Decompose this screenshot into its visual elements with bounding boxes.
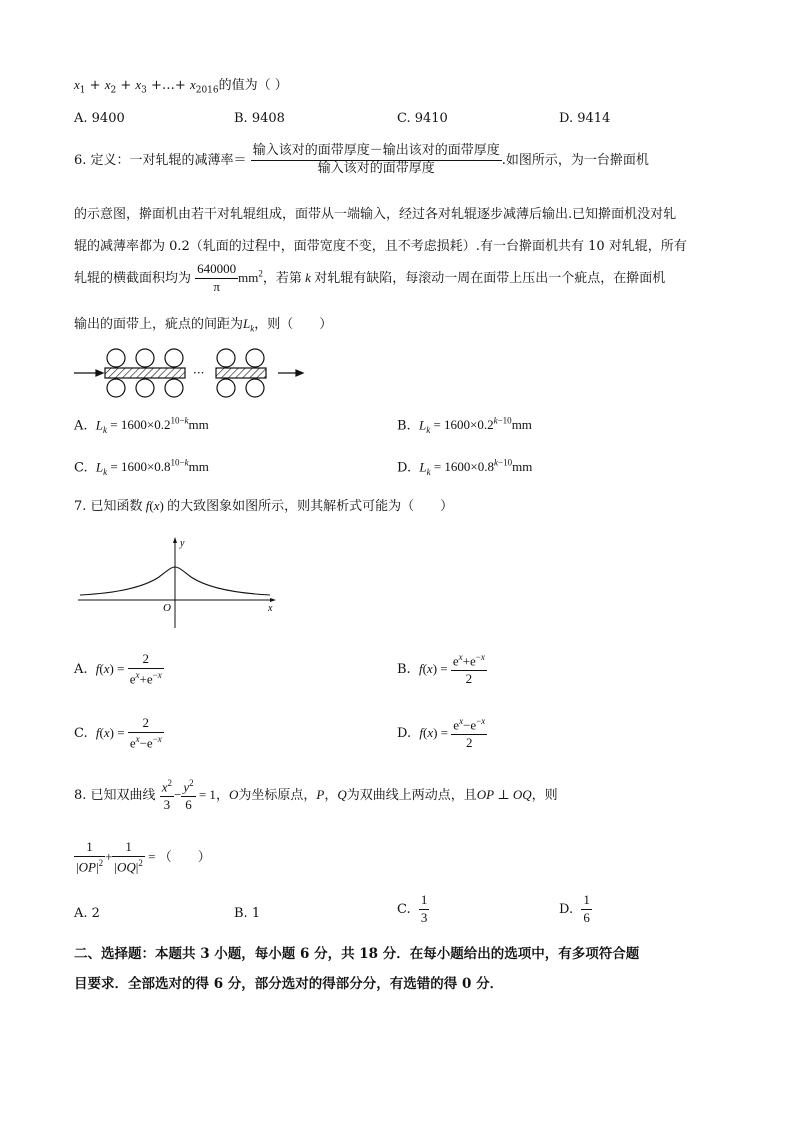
dough-sheet-2	[216, 368, 266, 378]
q6-thinning-fraction	[251, 144, 502, 177]
q6-lead: 6. 定义：一对轧辊的减薄率	[74, 152, 234, 168]
q7-option-c[interactable]: C. f(x) = $\frac{2}{e^x-e^{-x}}$	[74, 715, 162, 751]
q5-tail: 的值为（ ）	[218, 78, 288, 93]
q8-expression: $\frac{1}{|OP|^2}$ + $\frac{1}{|OQ|^2}$ = （ ）	[76, 839, 211, 875]
q8-option-c[interactable]: C. $\frac{1}{3}$	[397, 892, 428, 925]
q6-line5-b: ，则（ ）	[254, 317, 333, 332]
roller-top-3	[165, 349, 183, 367]
q6-option-a[interactable]: A. $L_k = 1600\times 0.2^{10-k}mm$	[74, 416, 209, 435]
rollers-diagram	[70, 345, 310, 401]
roller-bottom-3	[165, 379, 183, 397]
q6-line4-a: 轧辊的横截面积均为	[74, 270, 192, 286]
q6-option-b-label: B.	[397, 418, 411, 434]
q8-t1: 为坐标原点，	[238, 788, 317, 804]
q6-after: .如图所示，为一台擀面机	[501, 152, 649, 168]
q6-line4-c: 对轧辊有缺陷，每滚动一周在面带上压出一个疵点，在擀面机	[314, 270, 666, 286]
q5-option-b[interactable]: B. 9408	[234, 111, 285, 126]
q6-option-a-label: A.	[74, 418, 88, 434]
q6-line4-b: ，若第	[262, 270, 302, 286]
roller-top-1	[107, 349, 125, 367]
q6-option-d[interactable]: D. $L_k = 1600\times 0.8^{k-10}mm$	[397, 458, 533, 477]
y-axis-label: y	[180, 538, 185, 549]
roller-bottom-4	[217, 379, 235, 397]
q8-option-d-label: D.	[559, 901, 574, 917]
q7-graph	[74, 532, 284, 632]
q8-option-d[interactable]: D. $\frac{1}{6}$	[559, 892, 590, 925]
q8-option-b[interactable]: B. 1	[234, 906, 261, 921]
section2-heading-line2: 目要求．全部选对的得 6 分，部分选对的得部分分，有选错的得 0 分．	[74, 976, 504, 992]
output-arrowhead	[296, 370, 303, 376]
roller-top-4	[217, 349, 235, 367]
q6-option-b[interactable]: B. $L_k = 1600\times 0.2^{k-10}mm$	[397, 416, 532, 435]
q7-tail: 的大致图象如图所示，则其解析式可能为（ ）	[167, 499, 454, 514]
q8-t3: ，则	[531, 788, 558, 804]
roller-bottom-1	[107, 379, 125, 397]
dough-sheet-1	[105, 368, 185, 378]
q6-option-d-label: D.	[397, 460, 412, 476]
q6-line5: 输出的面带上，疵点的间距为$L_k$，则（ ）	[74, 316, 333, 334]
q6-line5-a: 输出的面带上，疵点的间距为	[74, 317, 244, 332]
q8-option-c-label: C.	[397, 901, 411, 917]
q5-expression: $x_1 + x_2 + x_3$ +…+ $x_{2016}$的值为（ ）	[74, 77, 288, 96]
q6-line4: 轧辊的横截面积均为 $\frac{640000}{\pi}$ $mm^2$，若第 k 对轧辊有缺陷，每滚动一周在面带上压出一个疵点，在擀面机	[74, 261, 666, 294]
roller-top-5	[246, 349, 264, 367]
y-axis-arrow	[173, 537, 177, 543]
q5-option-d[interactable]: D. 9414	[559, 111, 611, 126]
roller-top-2	[136, 349, 154, 367]
q6-fraction-numerator: 输入该对的面带厚度－输出该对的面带厚度	[251, 144, 502, 161]
q8-option-a[interactable]: A. 2	[74, 906, 100, 921]
q7-option-a[interactable]: A. f(x) = $\frac{2}{e^x+e^{-x}}$	[74, 651, 162, 687]
input-arrowhead	[96, 370, 103, 376]
q8-mid: ，	[215, 788, 229, 804]
section2-heading-line1: 二、选择题：本题共 3 小题，每小题 6 分，共 18 分．在每小题给出的选项中，有多项符合题	[74, 946, 640, 962]
q8-tail: （ ）	[158, 850, 211, 866]
q6-area-den: π	[213, 278, 220, 294]
q8-stem: 8. 已知双曲线 $\frac{x^2}{3}$ − $\frac{y^2}{6}$ = 1，O为坐标原点，P，Q为双曲线上两动点，且OP ⊥ OQ，则	[74, 778, 558, 813]
q6-line3: 辊的减薄率都为 0.2（轧面的过程中，面带宽度不变，且不考虑损耗）.有一台擀面机共有 10 对轧辊，所有	[74, 239, 687, 254]
q6-option-c[interactable]: C. $L_k = 1600\times 0.8^{10-k}mm$	[74, 458, 209, 477]
q5-option-c[interactable]: C. 9410	[397, 111, 448, 126]
origin-label: O	[163, 602, 171, 614]
q7-option-a-label: A.	[74, 662, 88, 678]
q7-option-b-label: B.	[397, 662, 411, 678]
q7-option-b[interactable]: B. f(x) = $\frac{e^x+e^{-x}}{2}$	[397, 652, 485, 687]
x-axis-label: x	[268, 603, 273, 614]
x-axis-arrow	[270, 598, 276, 602]
q7-stem: 7. 已知函数 f(x) 的大致图象如图所示，则其解析式可能为（ ）	[74, 498, 454, 514]
q6-area-num: 640000	[195, 262, 238, 279]
q6-area-fraction	[195, 262, 238, 295]
q7-option-c-label: C.	[74, 726, 88, 742]
q7-option-d[interactable]: D. f(x) = $\frac{e^x-e^{-x}}{2}$	[397, 716, 486, 751]
q8-lead: 8. 已知双曲线	[74, 788, 156, 804]
q6-option-c-label: C.	[74, 460, 88, 476]
q7-lead: 7. 已知函数	[74, 499, 143, 514]
roller-bottom-5	[246, 379, 264, 397]
q8-t2: 为双曲线上两动点，且	[346, 788, 477, 804]
rollers-ellipsis: ···	[193, 366, 205, 380]
q6-line2: 的示意图，擀面机由若干对轧辊组成，面带从一端输入，经过各对轧辊逐步减薄后输出.已知擀面机没对轧	[74, 207, 677, 222]
q7-option-d-label: D.	[397, 726, 412, 742]
q6-fraction-denominator: 输入该对的面带厚度	[317, 160, 435, 176]
q5-option-a[interactable]: A. 9400	[74, 111, 125, 126]
q6-definition: 6. 定义：一对轧辊的减薄率＝ $\frac{\text{输入该对的面带厚度－输出该对的面带厚度}}{\text{输入该对的面带厚度}}$ .如图所示，为一台擀面机	[74, 143, 649, 176]
roller-bottom-2	[136, 379, 154, 397]
